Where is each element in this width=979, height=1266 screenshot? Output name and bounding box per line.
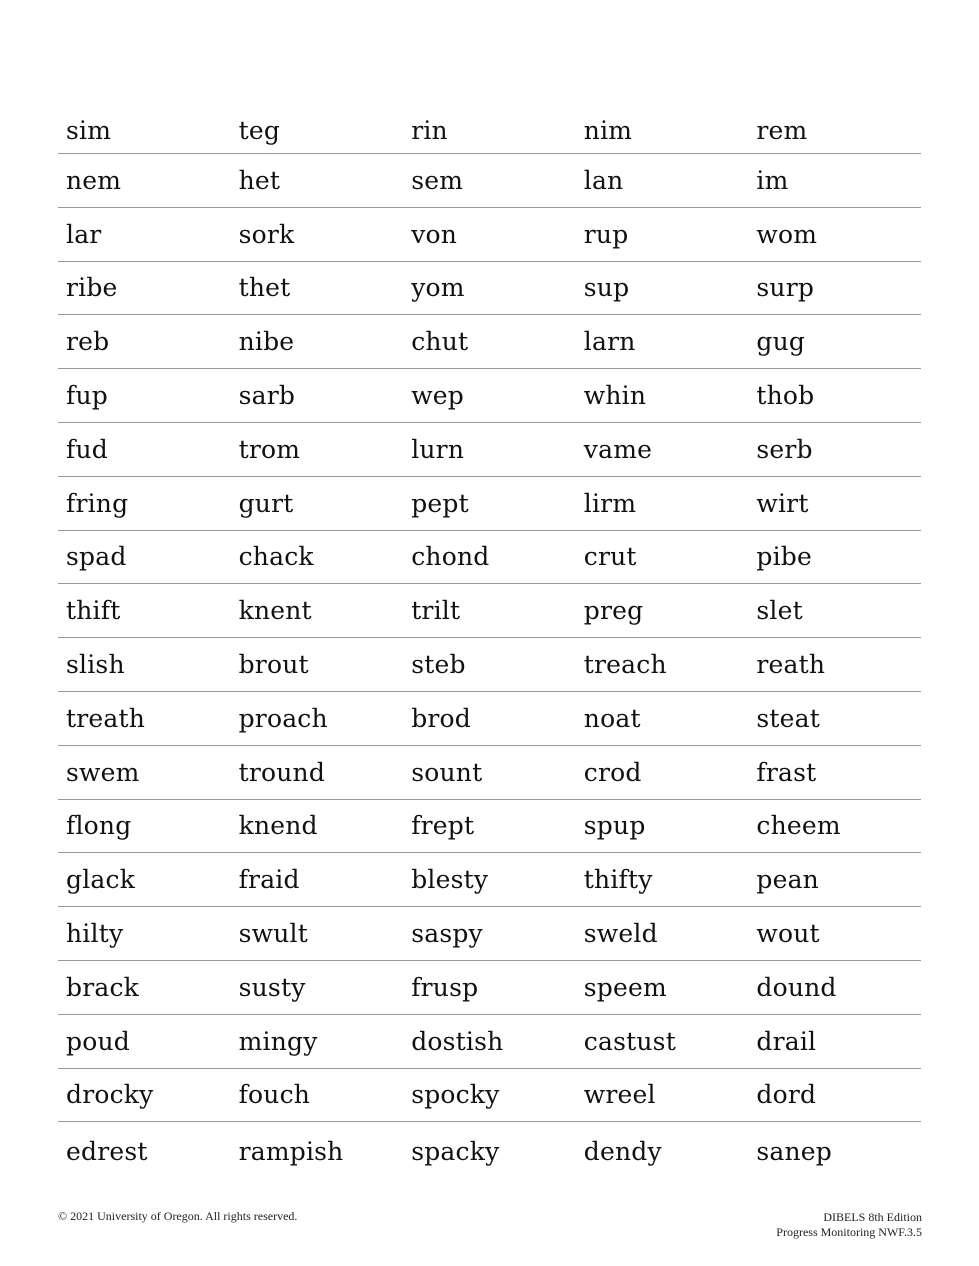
word-row — [58, 369, 921, 423]
word-cell: brod — [411, 703, 471, 733]
word-cell: sweld — [583, 919, 658, 949]
word-cell: blesty — [411, 865, 489, 895]
word-cell: mingy — [238, 1026, 318, 1056]
word-cell: surp — [756, 273, 815, 303]
word-cell: knend — [238, 811, 318, 841]
word-cell: nim — [583, 116, 633, 145]
word-cell: crut — [583, 542, 637, 572]
word-cell: swult — [238, 919, 308, 949]
word-cell: rem — [756, 116, 808, 145]
word-cell: drocky — [66, 1080, 154, 1110]
word-cell: pibe — [756, 542, 812, 572]
word-cell: steb — [411, 650, 466, 680]
word-row — [58, 531, 921, 585]
word-cell: wep — [411, 381, 464, 411]
word-cell: im — [756, 165, 789, 195]
word-cell: reath — [756, 650, 826, 680]
word-cell: fup — [66, 381, 108, 411]
copyright-notice: © 2021 University of Oregon. All rights reserved. — [58, 1209, 298, 1223]
word-cell: chack — [238, 542, 314, 572]
word-row — [58, 638, 921, 692]
word-cell: sork — [238, 219, 295, 249]
word-cell: lurn — [411, 434, 465, 464]
word-cell: spocky — [411, 1080, 500, 1110]
word-cell: crod — [583, 757, 642, 787]
word-row — [58, 262, 921, 316]
word-cell: rampish — [238, 1136, 344, 1166]
word-cell: treath — [66, 703, 146, 733]
word-row — [58, 800, 921, 854]
word-cell: chut — [411, 327, 469, 357]
word-cell: frusp — [411, 972, 479, 1002]
word-cell: reb — [66, 327, 110, 357]
word-row — [58, 477, 921, 531]
word-row — [58, 746, 921, 800]
word-cell: gurt — [238, 488, 294, 518]
word-cell: trom — [238, 434, 301, 464]
word-cell: speem — [583, 972, 667, 1002]
word-row — [58, 1015, 921, 1069]
word-cell: thift — [66, 596, 121, 626]
nonsense-word-table — [58, 108, 921, 1174]
word-cell: fud — [66, 434, 108, 464]
word-cell: gug — [756, 327, 806, 357]
word-cell: castust — [583, 1026, 676, 1056]
word-row — [58, 154, 921, 208]
word-cell: cheem — [756, 811, 841, 841]
word-cell: lirm — [583, 488, 637, 518]
word-cell: brout — [238, 650, 309, 680]
word-cell: wom — [756, 219, 818, 249]
word-cell: swem — [66, 757, 140, 787]
word-cell: thob — [756, 381, 815, 411]
form-label: Progress Monitoring NWF.3.5 — [776, 1225, 922, 1239]
word-row — [58, 1069, 921, 1123]
word-cell: noat — [583, 703, 641, 733]
word-cell: chond — [411, 542, 490, 572]
word-cell: flong — [66, 811, 132, 841]
edition-label: DIBELS 8th Edition — [823, 1210, 922, 1224]
word-cell: sup — [583, 273, 630, 303]
word-cell: brack — [66, 972, 140, 1002]
word-cell: fraid — [238, 865, 300, 895]
word-cell: yom — [411, 273, 465, 303]
word-cell: sim — [66, 116, 112, 145]
word-cell: saspy — [411, 919, 483, 949]
word-cell: spup — [583, 811, 646, 841]
word-cell: lan — [583, 165, 624, 195]
word-row — [58, 1122, 921, 1174]
word-cell: trilt — [411, 596, 461, 626]
word-cell: preg — [583, 596, 644, 626]
word-row — [58, 961, 921, 1015]
word-cell: sount — [411, 757, 483, 787]
word-cell: poud — [66, 1026, 130, 1056]
word-cell: fouch — [238, 1080, 311, 1110]
word-cell: sarb — [238, 381, 296, 411]
word-cell: proach — [238, 703, 328, 733]
word-cell: treach — [583, 650, 667, 680]
word-cell: pean — [756, 865, 819, 895]
word-cell: sanep — [756, 1136, 833, 1166]
word-cell: larn — [583, 327, 636, 357]
word-cell: frept — [411, 811, 475, 841]
word-cell: slet — [756, 596, 803, 626]
word-cell: edrest — [66, 1136, 148, 1166]
word-cell: fring — [66, 488, 129, 518]
word-cell: susty — [238, 972, 306, 1002]
word-cell: wirt — [756, 488, 809, 518]
word-row — [58, 315, 921, 369]
word-cell: hilty — [66, 919, 124, 949]
word-cell: dord — [756, 1080, 817, 1110]
word-cell: ribe — [66, 273, 118, 303]
word-cell: spad — [66, 542, 127, 572]
word-cell: vame — [583, 434, 653, 464]
word-cell: dendy — [583, 1136, 662, 1166]
word-cell: wout — [756, 919, 820, 949]
word-cell: whin — [583, 381, 647, 411]
word-cell: spacky — [411, 1136, 500, 1166]
form-identifier — [776, 1210, 922, 1240]
word-row — [58, 208, 921, 262]
word-cell: wreel — [583, 1080, 656, 1110]
word-cell: lar — [66, 219, 102, 249]
word-row — [58, 108, 921, 154]
word-cell: frast — [756, 757, 817, 787]
word-row — [58, 584, 921, 638]
word-row — [58, 853, 921, 907]
word-cell: dostish — [411, 1026, 504, 1056]
word-cell: nem — [66, 165, 122, 195]
word-cell: thet — [238, 273, 291, 303]
word-cell: tround — [238, 757, 326, 787]
word-cell: thifty — [583, 865, 653, 895]
word-cell: teg — [238, 116, 281, 145]
word-cell: dound — [756, 972, 837, 1002]
word-cell: sem — [411, 165, 464, 195]
word-row — [58, 692, 921, 746]
word-cell: glack — [66, 865, 136, 895]
word-cell: rin — [411, 116, 448, 145]
word-cell: steat — [756, 703, 820, 733]
word-cell: het — [238, 165, 281, 195]
word-cell: nibe — [238, 327, 295, 357]
word-cell: von — [411, 219, 458, 249]
word-cell: knent — [238, 596, 312, 626]
word-row — [58, 423, 921, 477]
word-row — [58, 907, 921, 961]
word-cell: serb — [756, 434, 813, 464]
word-cell: slish — [66, 650, 125, 680]
word-cell: pept — [411, 488, 469, 518]
word-cell: drail — [756, 1026, 817, 1056]
word-cell: rup — [583, 219, 629, 249]
